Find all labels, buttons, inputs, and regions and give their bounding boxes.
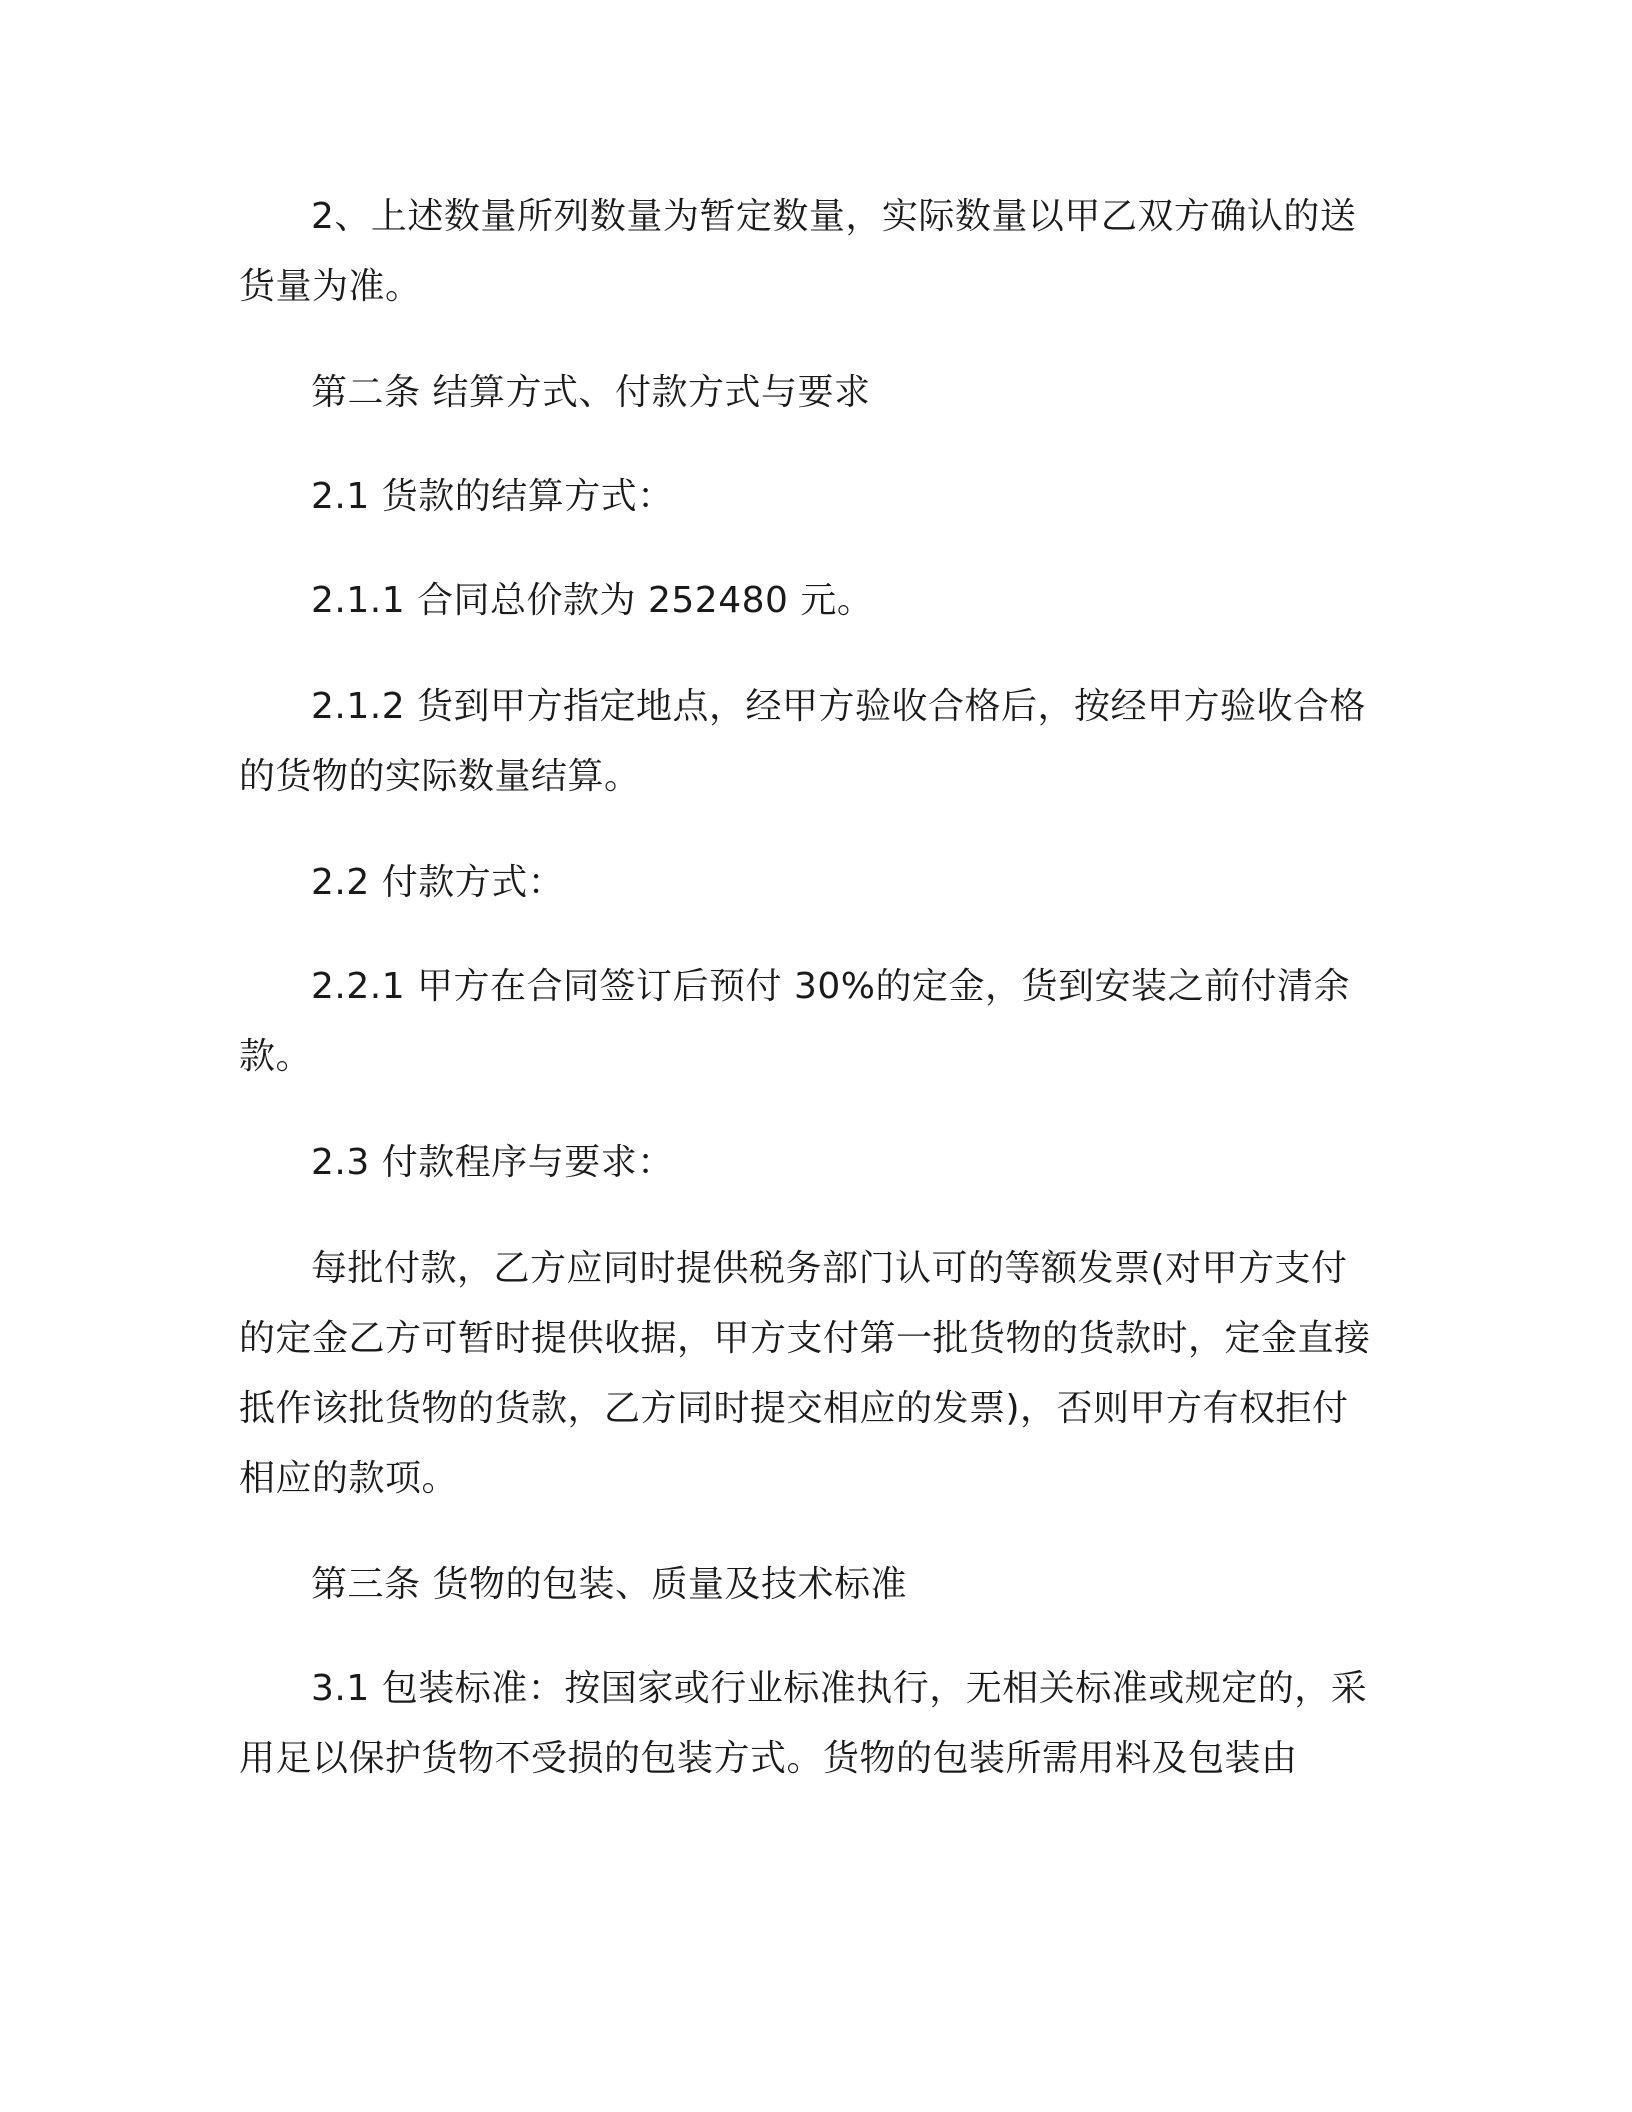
article-3-heading: 第三条 货物的包装、质量及技术标准 [311, 1564, 907, 1605]
clause-2-1-heading: 2.1 货款的结算方式： [311, 476, 674, 517]
clause-2-3-body: 每批付款，乙方应同时提供税务部门认可的等额发票(对甲方支付的定金乙方可暂时提供收据，甲方支付第一批货物的货款时，定金直接抵作该批货物的货款，乙方同时提交相应的发票)，否则甲方有权拒付相应的款项。 [239, 1248, 1371, 1499]
clause-2-1-1: 2.1.1 合同总价款为 252480 元。 [311, 580, 874, 621]
document-body [239, 182, 1379, 1830]
article-2-heading: 第二条 结算方式、付款方式与要求 [311, 372, 871, 413]
clause-2-3-heading: 2.3 付款程序与要求： [311, 1142, 674, 1183]
clause-3-1: 3.1 包装标准：按国家或行业标准执行，无相关标准或规定的，采用足以保护货物不受损的包装方式。货物的包装所需用料及包装由 [239, 1668, 1368, 1779]
clause-2-2-1: 2.2.1 甲方在合同签订后预付 30%的定金，货到安装之前付清余款。 [239, 966, 1351, 1077]
paragraph-quantity-note: 2、上述数量所列数量为暂定数量，实际数量以甲乙双方确认的送货量为准。 [239, 196, 1357, 307]
clause-2-2-heading: 2.2 付款方式： [311, 862, 565, 903]
clause-2-1-2: 2.1.2 货到甲方指定地点，经甲方验收合格后，按经甲方验收合格的货物的实际数量结算。 [239, 686, 1367, 797]
